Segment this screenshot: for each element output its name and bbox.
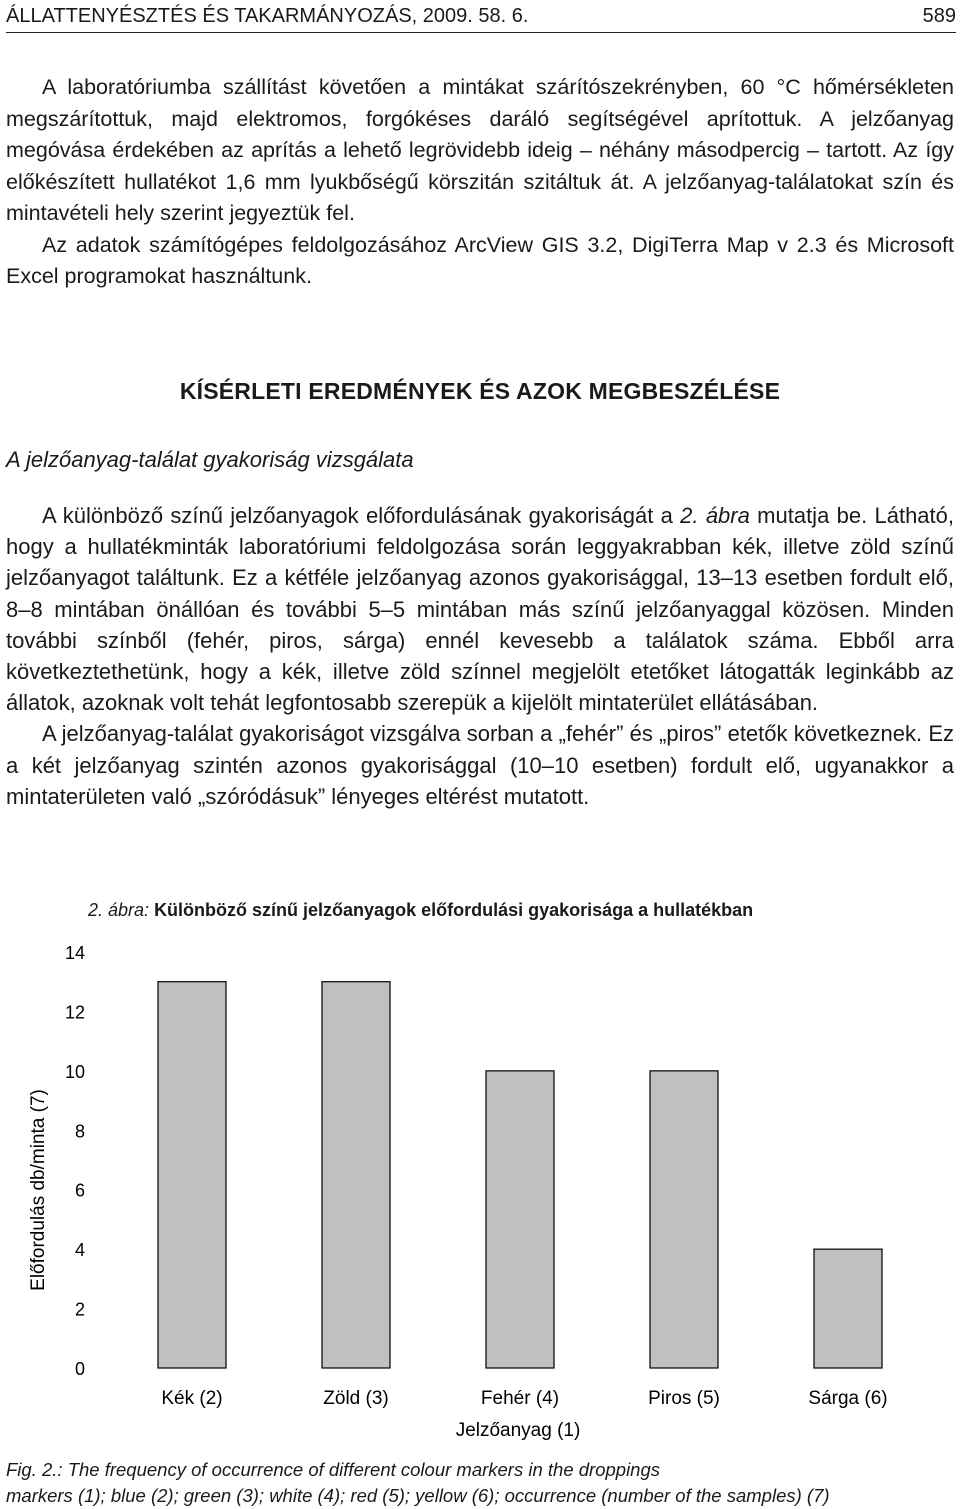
y-tick-label: 0 <box>74 1359 85 1379</box>
x-tick-label: Fehér (4) <box>480 1388 560 1409</box>
x-tick-label: Piros (5) <box>648 1388 720 1409</box>
figure-reference: 2. ábra <box>680 503 750 528</box>
x-tick-labels <box>161 1388 887 1409</box>
results-text-b: mutatja be. Látható, hogy a hullatékminták laboratóriumi feldolgozása során leggyakrabban kék, illetve zöld színű jelzőanyagot találtunk. Ez a kétféle jelzőanyag azonos gyakorisággal, 13–13 esetben fordult elő, 8–8 mintában önállóan és további 5–5 mintában más színű jelzőanyaggal közösen. Minden további színből (fehér, piros, sárga) ennél kevesebb a találatok száma. Ebből arra következtethetünk, hogy a kék, illetve zöld színnel megjelölt etetőket látogatták leginkább az állatok, azoknak volt tehát legfontosabb szerepük a kijelölt mintaterület ellátásában. <box>6 503 954 716</box>
figure-title: Különböző színű jelzőanyagok előfordulási gyakorisága a hullatékban <box>154 900 754 920</box>
x-tick-label: Sárga (6) <box>808 1388 888 1409</box>
y-axis <box>65 943 85 1379</box>
bar-chart <box>0 930 960 1460</box>
results-text-c: A jelzőanyag-találat gyakoriságot vizsgálva sorban a „fehér” és „piros” etetők következnek. Ez a két jelzőanyag szintén azonos gyakorisággal (10–10 esetben) fordult elő, ugyanakkor a mintaterületen való „szóródásuk” lényeges eltérést mutatott. <box>6 721 954 809</box>
subsection-title: A jelzőanyag-találat gyakoriság vizsgálata <box>6 447 414 472</box>
x-axis-label: Jelzőanyag (1) <box>455 1420 581 1441</box>
results-text-2 <box>6 718 954 812</box>
figure-label: 2. ábra: <box>88 900 150 920</box>
running-header <box>6 0 956 33</box>
methods-text-1: A laboratóriumba szállítást követően a mintákat szárítószekrényben, 60 °C hőmérsékleten megszárítottuk, majd elektromos, forgókéses daráló segítségével aprítottuk. A jelzőanyag megóvása érdekében az aprítás a lehető legrövidebb ideig – néhány másodpercig – tartott. Az így előkészített hullatékot 1,6 mm lyukbőségű körszitán szitáltuk át. A jelzőanyag-találatokat szín és mintavételi hely szerint jegyeztük fel. <box>6 75 954 225</box>
journal-title: ÁLLATTENYÉSZTÉS ÉS TAKARMÁNYOZÁS, 2009. 58. 6. <box>6 5 529 27</box>
y-tick-label: 12 <box>64 1002 85 1023</box>
y-tick-label: 6 <box>74 1180 85 1201</box>
methods-paragraph <box>6 72 954 293</box>
bar <box>158 982 226 1368</box>
bars <box>158 982 882 1368</box>
bar <box>322 982 390 1368</box>
english-caption <box>6 1457 956 1509</box>
methods-text-2: Az adatok számítógépes feldolgozásához ArcView GIS 3.2, DigiTerra Map v 2.3 és Microsoft Excel programokat használtunk. <box>6 232 954 288</box>
results-text-1 <box>6 500 954 718</box>
methods-text <box>6 72 954 230</box>
bar <box>650 1071 718 1368</box>
english-caption-text: The frequency of occurrence of different colour markers in the droppings <box>67 1459 661 1480</box>
english-fig-label: Fig. 2.: <box>6 1459 63 1480</box>
english-caption-line1 <box>6 1457 956 1483</box>
section-title: KÍSÉRLETI EREDMÉNYEK ÉS AZOK MEGBESZÉLÉSE <box>179 378 781 404</box>
x-tick-label: Zöld (3) <box>323 1388 389 1409</box>
y-tick-label: 10 <box>64 1061 85 1082</box>
y-tick-label: 8 <box>74 1121 85 1142</box>
y-tick-label: 2 <box>74 1299 85 1320</box>
page-number: 589 <box>922 5 956 27</box>
bar <box>486 1071 554 1368</box>
bar <box>814 1249 882 1368</box>
results-paragraph <box>6 500 954 812</box>
methods-text-software <box>6 230 954 293</box>
y-tick-label: 14 <box>64 943 85 963</box>
y-tick-label: 4 <box>74 1240 85 1261</box>
x-tick-label: Kék (2) <box>161 1388 223 1409</box>
figure-caption <box>88 900 753 921</box>
english-caption-line2: markers (1); blue (2); green (3); white (4); red (5); yellow (6); occurrence (number of the samples) (7) <box>6 1485 830 1506</box>
y-axis-label: Előfordulás db/minta (7) <box>28 1089 49 1291</box>
results-text-a: A különböző színű jelzőanyagok előfordulásának gyakoriságát a <box>42 503 681 528</box>
